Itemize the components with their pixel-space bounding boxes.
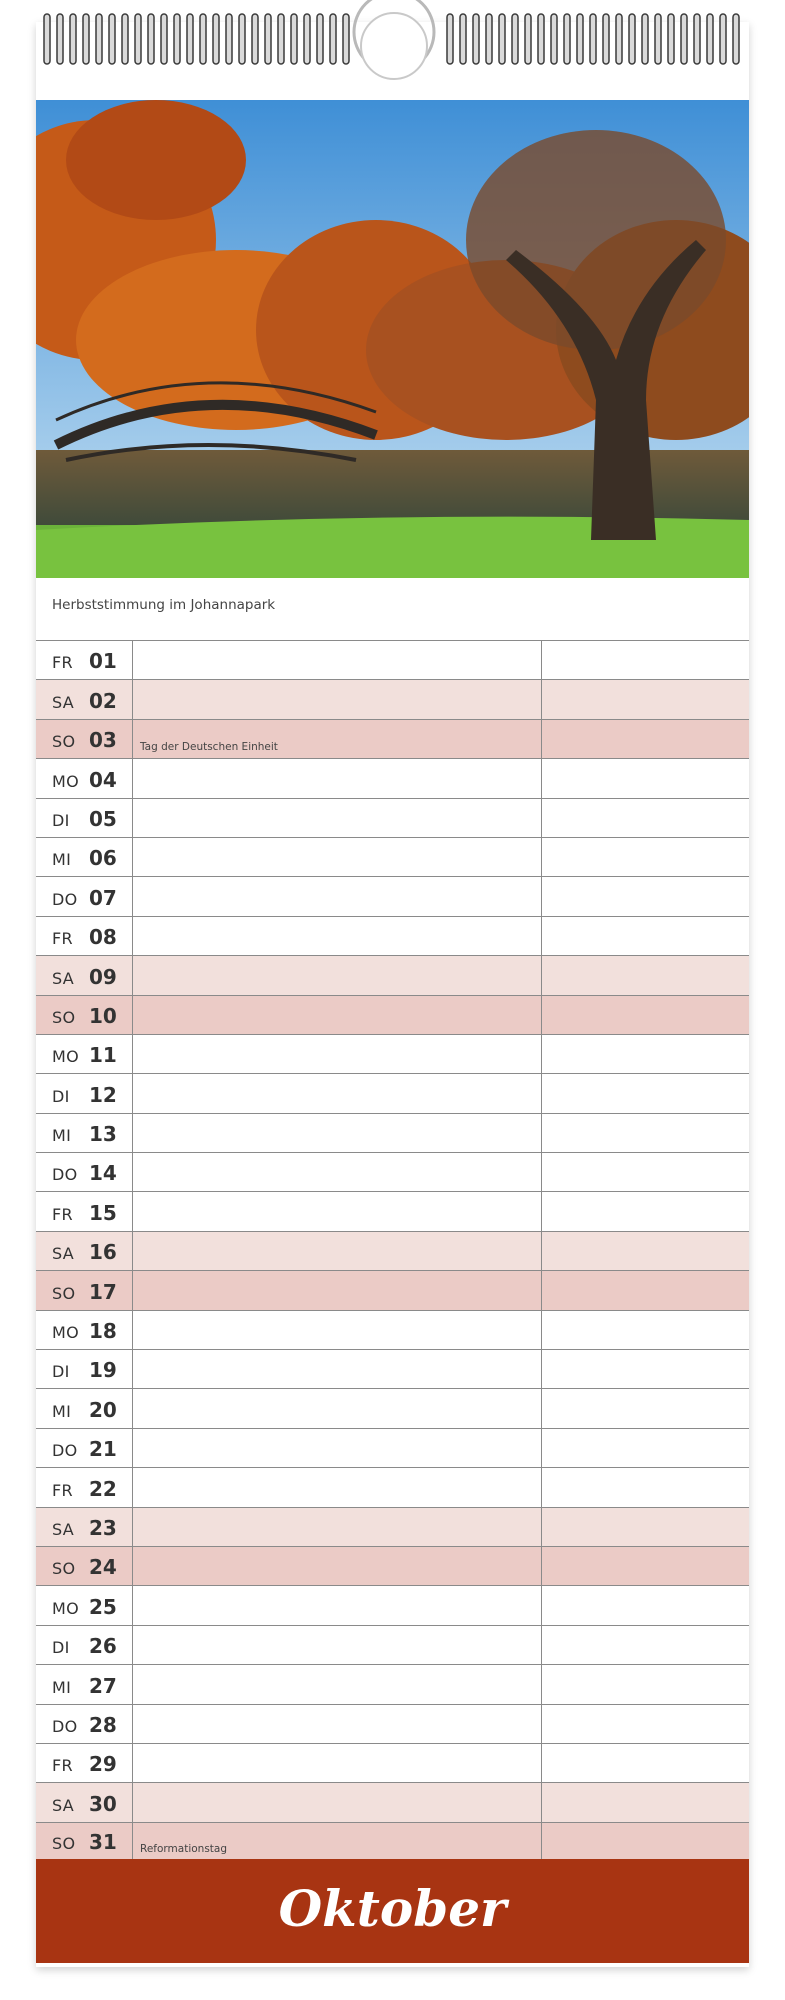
weekday-label: MO [52, 1598, 79, 1618]
column-divider [132, 1823, 133, 1860]
weekday-label: FR [52, 1480, 73, 1500]
day-row [36, 955, 749, 994]
day-number: 28 [89, 1712, 117, 1737]
weekday-label: MI [52, 850, 72, 870]
day-row [36, 640, 749, 679]
column-divider [132, 1468, 133, 1506]
hanger-hole [361, 13, 427, 79]
weekday-label: SA [52, 1795, 74, 1815]
column-divider [132, 1744, 133, 1782]
weekday-label: DO [52, 1716, 78, 1736]
column-divider [132, 1311, 133, 1349]
day-number: 21 [89, 1437, 117, 1462]
weekday-label: MO [52, 1047, 79, 1067]
column-divider [132, 1271, 133, 1309]
weekday-label: FR [52, 1204, 73, 1224]
day-row [36, 876, 749, 915]
column-divider [132, 838, 133, 876]
day-number: 11 [89, 1043, 117, 1068]
weekday-label: DI [52, 1362, 70, 1382]
column-divider [541, 877, 542, 915]
weekday-label: SO [52, 732, 76, 752]
column-divider [541, 1823, 542, 1860]
column-divider [541, 720, 542, 758]
column-divider [132, 917, 133, 955]
day-row [36, 1546, 749, 1585]
day-row [36, 719, 749, 758]
column-divider [541, 996, 542, 1034]
day-row [36, 1507, 749, 1546]
column-divider [132, 1586, 133, 1624]
day-row [36, 1625, 749, 1664]
column-divider [541, 1035, 542, 1073]
day-row [36, 995, 749, 1034]
day-row [36, 916, 749, 955]
weekday-label: DO [52, 889, 78, 909]
day-number: 09 [89, 964, 117, 989]
column-divider [541, 1468, 542, 1506]
day-row [36, 758, 749, 797]
column-divider [132, 1074, 133, 1112]
day-row [36, 1704, 749, 1743]
column-divider [541, 1311, 542, 1349]
column-divider [541, 1626, 542, 1664]
column-divider [132, 1547, 133, 1585]
weekday-label: MI [52, 1401, 72, 1421]
column-divider [132, 1232, 133, 1270]
day-number: 27 [89, 1673, 117, 1698]
column-divider [132, 1035, 133, 1073]
weekday-label: MO [52, 1323, 79, 1343]
month-footer [36, 1859, 749, 1963]
day-row [36, 679, 749, 718]
column-divider [541, 1586, 542, 1624]
day-number: 04 [89, 767, 117, 792]
weekday-label: DO [52, 1165, 78, 1185]
column-divider [132, 799, 133, 837]
column-divider [132, 1114, 133, 1152]
column-divider [541, 1271, 542, 1309]
holiday-note: Tag der Deutschen Einheit [140, 741, 278, 754]
day-number: 29 [89, 1752, 117, 1777]
day-number: 07 [89, 885, 117, 910]
day-row [36, 1349, 749, 1388]
weekday-label: DI [52, 1086, 70, 1106]
day-number: 26 [89, 1634, 117, 1659]
weekday-label: SA [52, 1244, 74, 1264]
day-number: 23 [89, 1515, 117, 1540]
month-title: Oktober [278, 1879, 507, 1938]
column-divider [132, 1508, 133, 1546]
weekday-label: MI [52, 1677, 72, 1697]
day-number: 03 [89, 728, 117, 753]
column-divider [132, 759, 133, 797]
column-divider [541, 1665, 542, 1703]
spiral-binding [36, 0, 749, 80]
column-divider [541, 1429, 542, 1467]
day-list [36, 640, 749, 1861]
day-number: 15 [89, 1200, 117, 1225]
day-number: 20 [89, 1397, 117, 1422]
column-divider [132, 996, 133, 1034]
day-number: 17 [89, 1279, 117, 1304]
column-divider [541, 1783, 542, 1821]
day-number: 10 [89, 1003, 117, 1028]
day-row [36, 798, 749, 837]
column-divider [541, 838, 542, 876]
landscape-photo [36, 100, 749, 578]
column-divider [541, 759, 542, 797]
day-number: 01 [89, 649, 117, 674]
day-row [36, 1231, 749, 1270]
day-number: 19 [89, 1358, 117, 1383]
column-divider [132, 641, 133, 679]
column-divider [541, 1508, 542, 1546]
column-divider [132, 1389, 133, 1427]
weekday-label: SA [52, 692, 74, 712]
column-divider [132, 1350, 133, 1388]
column-divider [541, 1547, 542, 1585]
day-row [36, 1113, 749, 1152]
day-number: 08 [89, 925, 117, 950]
column-divider [541, 680, 542, 718]
column-divider [541, 1232, 542, 1270]
day-row [36, 1388, 749, 1427]
weekday-label: MO [52, 771, 79, 791]
column-divider [541, 1153, 542, 1191]
day-number: 06 [89, 846, 117, 871]
column-divider [541, 956, 542, 994]
column-divider [541, 917, 542, 955]
column-divider [541, 1114, 542, 1152]
column-divider [132, 720, 133, 758]
day-row [36, 1034, 749, 1073]
column-divider [132, 680, 133, 718]
day-number: 30 [89, 1791, 117, 1816]
day-row [36, 1428, 749, 1467]
weekday-label: SO [52, 1007, 76, 1027]
column-divider [541, 1389, 542, 1427]
weekday-label: MI [52, 1126, 72, 1146]
column-divider [541, 1705, 542, 1743]
weekday-label: FR [52, 929, 73, 949]
column-divider [541, 1192, 542, 1230]
column-divider [541, 799, 542, 837]
day-number: 18 [89, 1319, 117, 1344]
day-row [36, 1822, 749, 1861]
weekday-label: SO [52, 1283, 76, 1303]
day-number: 05 [89, 806, 117, 831]
day-number: 31 [89, 1830, 117, 1855]
holiday-note: Reformationstag [140, 1843, 227, 1856]
day-number: 14 [89, 1161, 117, 1186]
day-row [36, 1270, 749, 1309]
day-row [36, 1310, 749, 1349]
column-divider [132, 1705, 133, 1743]
column-divider [132, 1192, 133, 1230]
column-divider [132, 877, 133, 915]
day-row [36, 1585, 749, 1624]
day-number: 02 [89, 688, 117, 713]
day-row [36, 1152, 749, 1191]
column-divider [132, 1429, 133, 1467]
column-divider [541, 1350, 542, 1388]
weekday-label: DI [52, 1638, 70, 1658]
column-divider [132, 1783, 133, 1821]
column-divider [132, 1626, 133, 1664]
weekday-label: DO [52, 1441, 78, 1461]
day-number: 13 [89, 1122, 117, 1147]
day-number: 22 [89, 1476, 117, 1501]
photo-caption: Herbststimmung im Johannapark [52, 597, 276, 613]
weekday-label: SA [52, 968, 74, 988]
day-number: 24 [89, 1555, 117, 1580]
day-row [36, 1073, 749, 1112]
column-divider [132, 956, 133, 994]
weekday-label: SO [52, 1559, 76, 1579]
weekday-label: SO [52, 1834, 76, 1854]
weekday-label: DI [52, 810, 70, 830]
day-row [36, 1743, 749, 1782]
day-number: 12 [89, 1082, 117, 1107]
day-row [36, 1664, 749, 1703]
column-divider [541, 641, 542, 679]
day-row [36, 1191, 749, 1230]
day-number: 16 [89, 1240, 117, 1265]
column-divider [132, 1153, 133, 1191]
day-row [36, 1467, 749, 1506]
column-divider [132, 1665, 133, 1703]
column-divider [541, 1074, 542, 1112]
column-divider [541, 1744, 542, 1782]
weekday-label: SA [52, 1519, 74, 1539]
day-row [36, 837, 749, 876]
weekday-label: FR [52, 653, 73, 673]
weekday-label: FR [52, 1756, 73, 1776]
day-number: 25 [89, 1594, 117, 1619]
day-row [36, 1782, 749, 1821]
